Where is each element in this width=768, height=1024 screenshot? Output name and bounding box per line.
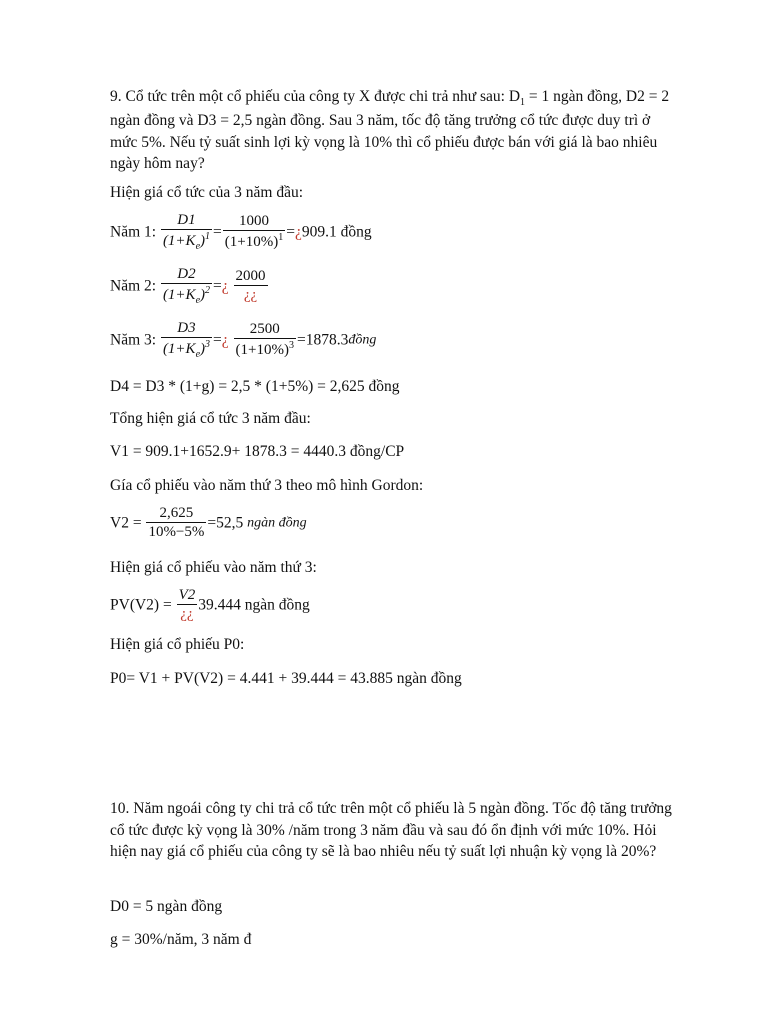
year1-eq1: = (213, 223, 222, 241)
year3-f1-den-sub: e (195, 349, 201, 361)
year3-f1-den-exp: 3 (205, 339, 211, 351)
year2-f2-denominator: ¿¿ (234, 285, 268, 304)
v2-numerator: 2,625 (159, 505, 194, 521)
v2-denominator: 10%−5% (148, 524, 205, 541)
year2-broken-glyph: ¿ (221, 277, 229, 295)
v2-label: V2 = (110, 514, 146, 532)
year2-f1-den-a: (1+K (162, 287, 196, 304)
v2-equation (110, 505, 307, 542)
year1-f2-denominator (223, 230, 285, 251)
year1-f1-den-b: ) (200, 233, 206, 250)
q9-intro-text-b: = 1 ngàn đồng, D2 = 2 ngàn đồng và D3 = 2,5 ngàn đồng. Sau 3 năm, tốc độ tăng trưởng cổ tức được duy trì ở mức 5%. Nếu tỷ suất sinh lợi kỳ vọng là 10% thì cổ phiếu được bán với giá là bao nhiêu ngày hôm nay? (110, 88, 670, 173)
year2-f1-den-exp: 2 (205, 285, 211, 297)
v2-fraction (146, 505, 206, 542)
g-line: g = 30%/năm, 3 năm đ (110, 931, 252, 948)
p0-heading: Hiện giá cổ phiếu P0: (110, 636, 245, 653)
year2-eq1: = (213, 277, 222, 295)
v1-line: V1 = 909.1+1652.9+ 1878.3 = 4440.3 đồng/CP (110, 443, 405, 460)
year3-broken-glyph: ¿ (221, 331, 229, 349)
p0-line: P0= V1 + PV(V2) = 4.441 + 39.444 = 43.885 ngàn đồng (110, 670, 462, 687)
year1-fraction-symbolic (161, 212, 212, 253)
v2-result: =52,5 (207, 514, 244, 532)
pv-heading: Hiện giá cổ tức của 3 năm đầu: (110, 184, 304, 201)
year3-fraction-numeric (234, 321, 296, 360)
sum-heading: Tổng hiện giá cổ tức 3 năm đầu: (110, 410, 311, 427)
year3-f2-den-exp: 3 (288, 340, 294, 352)
pv-v2-denominator: ¿¿ (177, 604, 198, 623)
year3-unit: đồng (348, 332, 377, 348)
year3-label: Năm 3: (110, 331, 160, 349)
year1-f1-den-a: (1+K (162, 233, 196, 250)
q9-intro-subscript: 1 (520, 97, 526, 109)
year1-f2-numerator: 1000 (238, 213, 269, 230)
year3-result: =1878.3 (296, 331, 349, 349)
year1-f1-denominator (161, 229, 212, 253)
d4-line: D4 = D3 * (1+g) = 2,5 * (1+5%) = 2,625 đồng (110, 378, 400, 395)
gordon-heading: Gía cổ phiếu vào năm thứ 3 theo mô hình Gordon: (110, 477, 424, 494)
q10-intro: 10. Năm ngoái công ty chi trả cổ tức trên một cổ phiếu là 5 ngàn đồng. Tốc độ tăng trưởng cổ tức được kỳ vọng là 30% /năm trong 3 năm đầu và sau đó ổn định với mức 10%. Hỏi hiện nay giá cổ phiếu của công ty sẽ là bao nhiêu nếu tỷ suất lợi nhuận kỳ vọng là 20%? (110, 800, 672, 861)
year2-f1-denominator (161, 283, 212, 307)
year1-f1-numerator: D1 (177, 212, 196, 228)
d0-line: D0 = 5 ngàn đồng (110, 898, 223, 915)
pv-v2-numerator: V2 (178, 587, 196, 603)
year1-eq2: = (286, 223, 295, 241)
year3-fraction-symbolic (161, 320, 212, 361)
year1-result: 909.1 đồng (301, 223, 372, 241)
year1-f1-den-sub: e (195, 241, 201, 253)
year1-f2-den-a: (1+10%) (224, 234, 279, 251)
year2-f1-den-sub: e (195, 295, 201, 307)
year1-fraction-numeric (223, 213, 285, 252)
year1-f2-den-exp: 1 (278, 232, 284, 244)
year2-f1-numerator: D2 (177, 266, 196, 282)
year2-equation (110, 266, 269, 307)
pv-v2-equation (110, 587, 310, 624)
q9-intro-text-a: 9. Cổ tức trên một cổ phiếu của công ty X được chi trả như sau: D (110, 88, 521, 105)
year3-eq1: = (213, 331, 222, 349)
year1-broken-glyph: ¿ (294, 223, 302, 241)
year2-f1-den-b: ) (200, 287, 206, 304)
year3-f1-numerator: D3 (177, 320, 196, 336)
year2-fraction-symbolic (161, 266, 212, 307)
year3-f2-numerator: 2500 (249, 321, 280, 338)
pv-y3-heading: Hiện giá cổ phiếu vào năm thứ 3: (110, 559, 317, 576)
year1-label: Năm 1: (110, 223, 160, 241)
year1-f1-den-exp: 1 (205, 231, 211, 243)
year2-label: Năm 2: (110, 277, 160, 295)
year3-f1-denominator (161, 337, 212, 361)
pv-v2-label: PV(V2) = (110, 596, 176, 614)
pv-v2-result: 39.444 ngàn đồng (198, 596, 310, 614)
q9-intro (110, 86, 680, 175)
year3-f2-den-a: (1+10%) (235, 342, 289, 359)
year3-f1-den-a: (1+K (162, 341, 196, 358)
year2-f2-numerator: 2000 (235, 268, 266, 285)
pv-v2-fraction (177, 587, 198, 624)
year1-equation (110, 212, 372, 253)
year3-f1-den-b: ) (200, 341, 206, 358)
year3-f2-denominator (234, 338, 296, 359)
year2-fraction-numeric (234, 268, 268, 305)
year3-equation (110, 320, 376, 361)
v2-unit: ngàn đồng (247, 515, 307, 531)
